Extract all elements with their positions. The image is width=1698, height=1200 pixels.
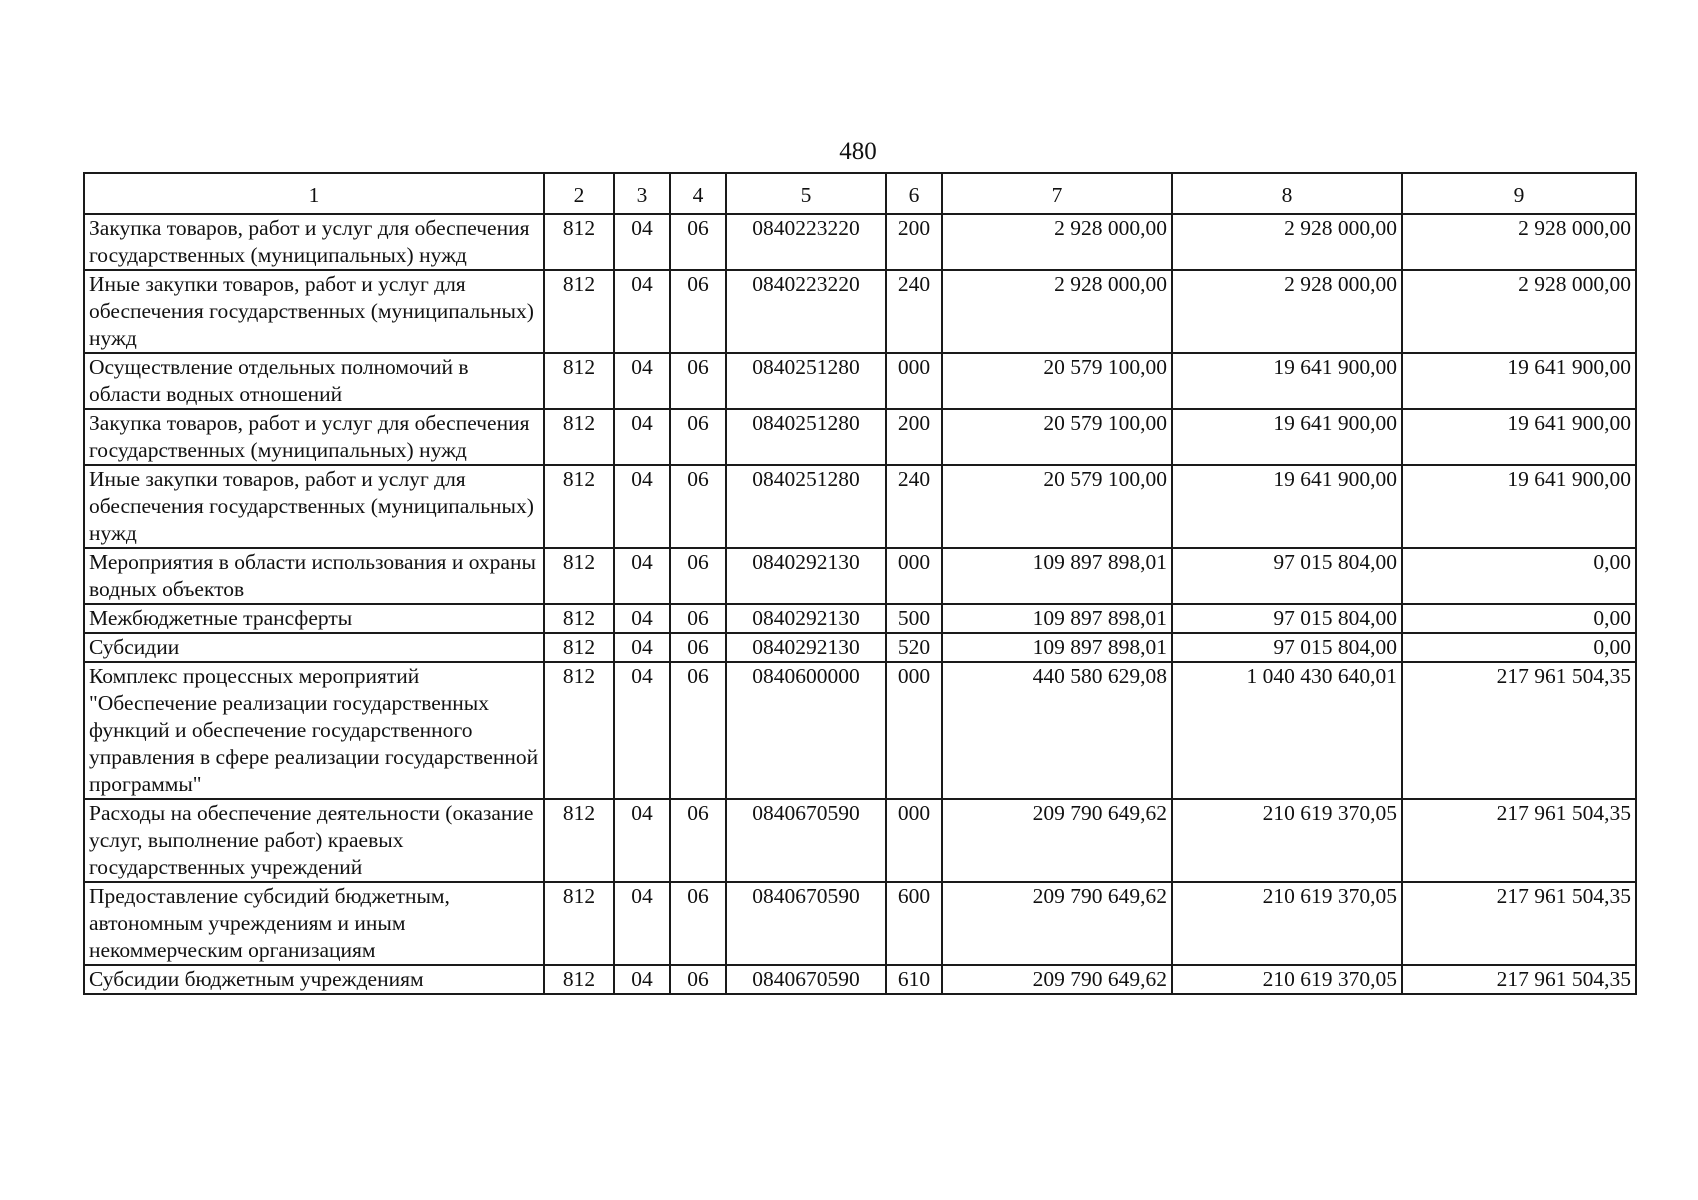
cell-col-9: 2 928 000,00 [1402, 270, 1636, 353]
cell-col-8: 210 619 370,05 [1172, 799, 1402, 882]
column-header: 5 [726, 173, 886, 214]
cell-col-9: 0,00 [1402, 548, 1636, 604]
cell-col-2: 812 [544, 604, 614, 633]
cell-col-7: 209 790 649,62 [942, 799, 1172, 882]
table-row [84, 882, 1636, 965]
cell-col-2: 812 [544, 214, 614, 270]
cell-col-4: 06 [670, 465, 726, 548]
cell-col-5: 0840292130 [726, 633, 886, 662]
cell-col-7: 440 580 629,08 [942, 662, 1172, 799]
column-header: 8 [1172, 173, 1402, 214]
cell-col-2: 812 [544, 799, 614, 882]
cell-col-2: 812 [544, 409, 614, 465]
cell-col-2: 812 [544, 465, 614, 548]
row-name: Субсидии [84, 633, 544, 662]
cell-col-8: 19 641 900,00 [1172, 353, 1402, 409]
cell-col-9: 19 641 900,00 [1402, 353, 1636, 409]
cell-col-7: 109 897 898,01 [942, 548, 1172, 604]
cell-col-6: 200 [886, 214, 942, 270]
cell-col-7: 209 790 649,62 [942, 965, 1172, 994]
cell-col-3: 04 [614, 604, 670, 633]
table-row [84, 214, 1636, 270]
table-row [84, 662, 1636, 799]
cell-col-3: 04 [614, 353, 670, 409]
cell-col-8: 2 928 000,00 [1172, 270, 1402, 353]
cell-col-3: 04 [614, 965, 670, 994]
cell-col-5: 0840251280 [726, 465, 886, 548]
cell-col-3: 04 [614, 548, 670, 604]
cell-col-6: 500 [886, 604, 942, 633]
cell-col-5: 0840251280 [726, 409, 886, 465]
cell-col-5: 0840251280 [726, 353, 886, 409]
row-name: Мероприятия в области использования и охраны водных объектов [84, 548, 544, 604]
cell-col-8: 97 015 804,00 [1172, 604, 1402, 633]
row-name: Осуществление отдельных полномочий в области водных отношений [84, 353, 544, 409]
cell-col-5: 0840292130 [726, 548, 886, 604]
row-name: Комплекс процессных мероприятий "Обеспечение реализации государственных функций и обеспечение государственного управления в сфере реализации государственной программы" [84, 662, 544, 799]
cell-col-8: 210 619 370,05 [1172, 882, 1402, 965]
cell-col-2: 812 [544, 353, 614, 409]
table-row [84, 965, 1636, 994]
cell-col-2: 812 [544, 882, 614, 965]
cell-col-9: 217 961 504,35 [1402, 965, 1636, 994]
row-name: Закупка товаров, работ и услуг для обеспечения государственных (муниципальных) нужд [84, 214, 544, 270]
cell-col-9: 217 961 504,35 [1402, 662, 1636, 799]
cell-col-4: 06 [670, 548, 726, 604]
table-row [84, 548, 1636, 604]
cell-col-5: 0840223220 [726, 214, 886, 270]
cell-col-7: 109 897 898,01 [942, 633, 1172, 662]
row-name: Иные закупки товаров, работ и услуг для обеспечения государственных (муниципальных) нужд [84, 465, 544, 548]
cell-col-3: 04 [614, 799, 670, 882]
cell-col-5: 0840670590 [726, 799, 886, 882]
cell-col-3: 04 [614, 409, 670, 465]
cell-col-9: 2 928 000,00 [1402, 214, 1636, 270]
cell-col-4: 06 [670, 965, 726, 994]
column-header: 4 [670, 173, 726, 214]
cell-col-5: 0840670590 [726, 965, 886, 994]
column-header: 3 [614, 173, 670, 214]
cell-col-8: 97 015 804,00 [1172, 633, 1402, 662]
cell-col-3: 04 [614, 214, 670, 270]
row-name: Закупка товаров, работ и услуг для обеспечения государственных (муниципальных) нужд [84, 409, 544, 465]
column-header: 7 [942, 173, 1172, 214]
cell-col-3: 04 [614, 633, 670, 662]
cell-col-6: 240 [886, 270, 942, 353]
cell-col-8: 1 040 430 640,01 [1172, 662, 1402, 799]
budget-table [83, 172, 1637, 995]
table-row [84, 409, 1636, 465]
cell-col-4: 06 [670, 409, 726, 465]
row-name: Расходы на обеспечение деятельности (оказание услуг, выполнение работ) краевых государственных учреждений [84, 799, 544, 882]
column-header: 6 [886, 173, 942, 214]
cell-col-6: 240 [886, 465, 942, 548]
row-name: Иные закупки товаров, работ и услуг для обеспечения государственных (муниципальных) нужд [84, 270, 544, 353]
cell-col-8: 97 015 804,00 [1172, 548, 1402, 604]
table-row [84, 604, 1636, 633]
cell-col-8: 2 928 000,00 [1172, 214, 1402, 270]
table-row [84, 799, 1636, 882]
cell-col-4: 06 [670, 882, 726, 965]
cell-col-4: 06 [670, 633, 726, 662]
cell-col-6: 000 [886, 799, 942, 882]
cell-col-9: 0,00 [1402, 633, 1636, 662]
cell-col-6: 000 [886, 548, 942, 604]
cell-col-6: 600 [886, 882, 942, 965]
cell-col-7: 20 579 100,00 [942, 409, 1172, 465]
cell-col-9: 217 961 504,35 [1402, 882, 1636, 965]
row-name: Предоставление субсидий бюджетным, автономным учреждениям и иным некоммерческим организациям [84, 882, 544, 965]
cell-col-9: 19 641 900,00 [1402, 465, 1636, 548]
cell-col-8: 19 641 900,00 [1172, 409, 1402, 465]
cell-col-7: 20 579 100,00 [942, 465, 1172, 548]
cell-col-7: 109 897 898,01 [942, 604, 1172, 633]
column-header: 9 [1402, 173, 1636, 214]
cell-col-4: 06 [670, 662, 726, 799]
cell-col-4: 06 [670, 270, 726, 353]
cell-col-7: 2 928 000,00 [942, 214, 1172, 270]
cell-col-7: 20 579 100,00 [942, 353, 1172, 409]
cell-col-5: 0840292130 [726, 604, 886, 633]
cell-col-4: 06 [670, 214, 726, 270]
cell-col-4: 06 [670, 799, 726, 882]
cell-col-5: 0840223220 [726, 270, 886, 353]
cell-col-2: 812 [544, 965, 614, 994]
cell-col-8: 210 619 370,05 [1172, 965, 1402, 994]
cell-col-3: 04 [614, 882, 670, 965]
cell-col-6: 610 [886, 965, 942, 994]
cell-col-6: 520 [886, 633, 942, 662]
cell-col-3: 04 [614, 270, 670, 353]
cell-col-4: 06 [670, 353, 726, 409]
cell-col-7: 209 790 649,62 [942, 882, 1172, 965]
table-row [84, 633, 1636, 662]
column-header: 2 [544, 173, 614, 214]
header-row [84, 173, 1636, 214]
cell-col-5: 0840600000 [726, 662, 886, 799]
cell-col-7: 2 928 000,00 [942, 270, 1172, 353]
cell-col-3: 04 [614, 465, 670, 548]
row-name: Межбюджетные трансферты [84, 604, 544, 633]
column-header: 1 [84, 173, 544, 214]
cell-col-5: 0840670590 [726, 882, 886, 965]
cell-col-6: 000 [886, 662, 942, 799]
cell-col-2: 812 [544, 548, 614, 604]
table-row [84, 465, 1636, 548]
cell-col-2: 812 [544, 633, 614, 662]
table-row [84, 353, 1636, 409]
cell-col-3: 04 [614, 662, 670, 799]
cell-col-2: 812 [544, 662, 614, 799]
cell-col-9: 217 961 504,35 [1402, 799, 1636, 882]
cell-col-6: 200 [886, 409, 942, 465]
page-number: 480 [839, 138, 877, 165]
cell-col-6: 000 [886, 353, 942, 409]
cell-col-2: 812 [544, 270, 614, 353]
cell-col-9: 19 641 900,00 [1402, 409, 1636, 465]
row-name: Субсидии бюджетным учреждениям [84, 965, 544, 994]
cell-col-4: 06 [670, 604, 726, 633]
table-row [84, 270, 1636, 353]
cell-col-9: 0,00 [1402, 604, 1636, 633]
cell-col-8: 19 641 900,00 [1172, 465, 1402, 548]
